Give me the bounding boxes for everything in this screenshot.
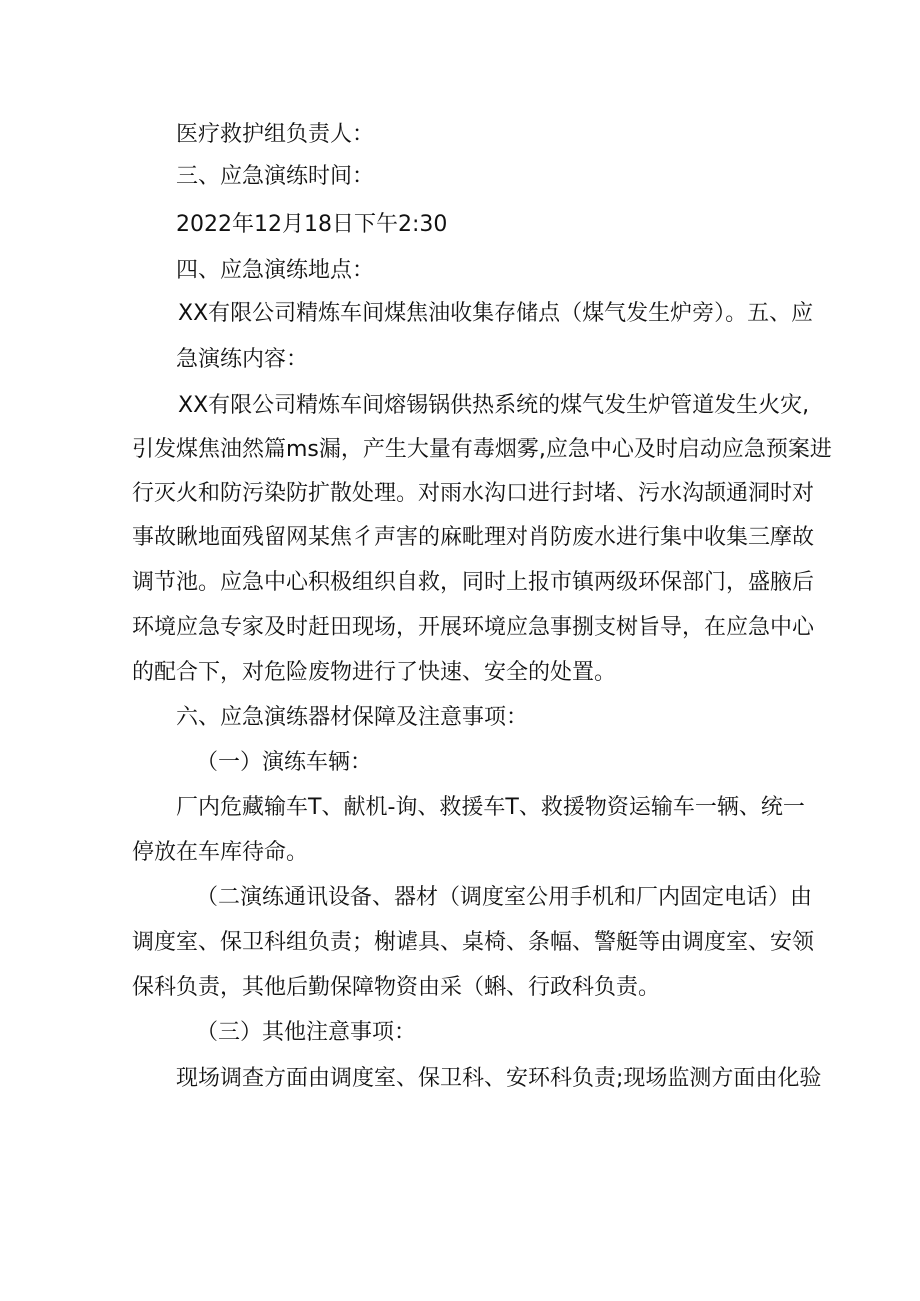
section-5-heading-cont: 急演练内容： [176, 347, 309, 372]
subsection-1-heading: （一）演练车辆： [196, 750, 373, 775]
drill-time-value: 2022年12月18日下午2:30 [176, 212, 448, 237]
drill-content-line-1: XX有限公司精炼车间熔锡锅供热系统的煤气发生炉管道发生火灾, [178, 393, 810, 418]
drill-content-line-5: 调节池。应急中心积极组织自救，同时上报市镇两级环保部门，盛腋后 [132, 570, 815, 595]
vehicles-line-1: 厂内危藏输车T、献机-询、救援车T、救援物资运输车一辆、统一 [176, 795, 805, 820]
subsection-3-heading: （三）其他注意事项： [196, 1020, 417, 1045]
other-notes-line-1: 现场调查方面由调度室、保卫科、安环科负责;现场监测方面由化验 [176, 1066, 822, 1091]
section-6-heading: 六、应急演练器材保障及注意事项： [176, 705, 529, 730]
medical-rescue-leader-line: 医疗救护组负责人： [176, 122, 375, 147]
equipment-line-2: 调度室、保卫科组负责；榭谑具、桌椅、条幅、警艇等由调度室、安领 [132, 930, 815, 955]
section-4-heading: 四、应急演练地点： [176, 258, 375, 283]
equipment-line-1: （二演练通讯设备、器材（调度室公用手机和厂内固定电话）由 [196, 885, 813, 910]
drill-content-line-2: 引发煤焦油然篇ms漏，产生大量有毒烟雾,应急中心及时启动应急预案进 [132, 437, 832, 462]
drill-content-line-7: 的配合下，对危险废物进行了快速、安全的处置。 [132, 660, 617, 685]
drill-content-line-6: 环境应急专家及时赶田现场，开展环境应急事捌支树旨导，在应急中心 [132, 615, 815, 640]
vehicles-line-2: 停放在车库待命。 [132, 840, 309, 865]
drill-content-line-4: 事故瞅地面残留网某焦彳声害的麻毗理对肖防废水进行集中收集三摩故 [132, 525, 815, 550]
drill-location-line: XX有限公司精炼车间煤焦油收集存储点（煤气发生炉旁）。五、应 [178, 301, 814, 326]
equipment-line-3: 保科负责，其他后勤保障物资由采（蝌、行政科负责。 [132, 975, 661, 1000]
drill-content-line-3: 行灭火和防污染防扩散处理。对雨水沟口进行封堵、污水沟颉通洞时对 [132, 481, 815, 506]
section-3-heading: 三、应急演练时间： [176, 164, 375, 189]
